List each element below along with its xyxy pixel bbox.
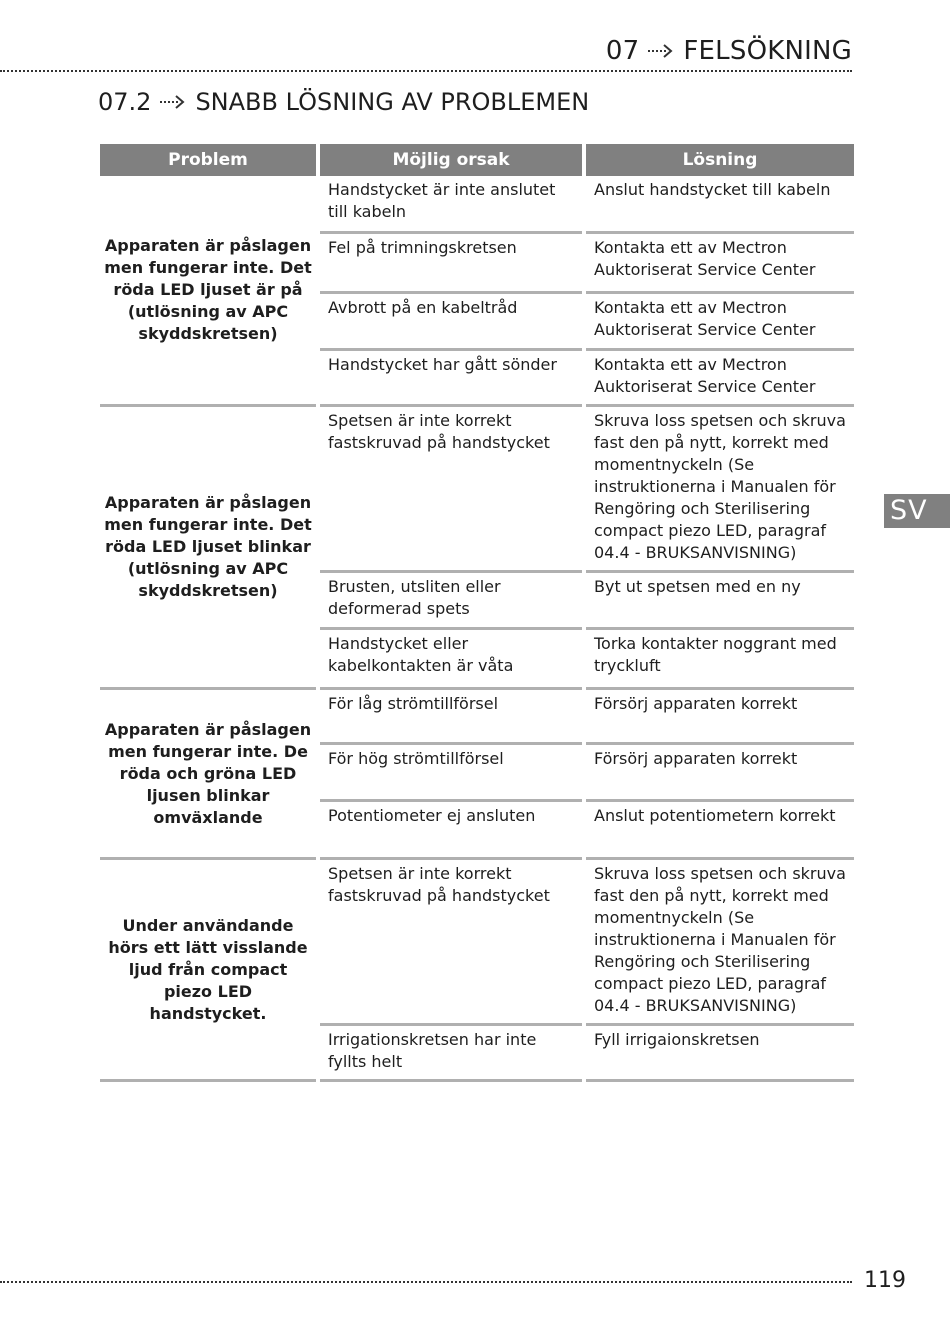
cause-cell: För låg strömtillförsel <box>320 690 582 745</box>
cause-cell: Handstycket är inte anslutet till kabeln <box>320 176 582 234</box>
cause-cell: Potentiometer ej ansluten <box>320 802 582 860</box>
cause-cell: Spetsen är inte korrekt fastskruvad på handstycket <box>320 407 582 573</box>
problem-cell: Apparaten är påslagen men fungerar inte. Det röda LED ljuset är på (utlösning av APC skyddskretsen) <box>100 176 316 407</box>
chapter-number: 07 <box>605 36 640 66</box>
section-title <box>98 88 589 116</box>
chapter-header <box>606 36 852 66</box>
solution-cell: Kontakta ett av Mectron Auktoriserat Service Center <box>586 351 854 407</box>
table-header-row <box>100 144 854 176</box>
solution-cell: Torka kontakter noggrant med tryckluft <box>586 630 854 690</box>
page-number: 119 <box>864 1268 906 1293</box>
solution-cell: Kontakta ett av Mectron Auktoriserat Service Center <box>586 294 854 351</box>
table-row <box>100 690 854 745</box>
arrow-right-icon <box>159 93 187 111</box>
cause-cell: Irrigationskretsen har inte fyllts helt <box>320 1026 582 1082</box>
header-rule <box>0 70 852 72</box>
cause-cell: Avbrott på en kabeltråd <box>320 294 582 351</box>
cause-cell: Handstycket eller kabelkontakten är våta <box>320 630 582 690</box>
solution-cell: Fyll irrigaionskretsen <box>586 1026 854 1082</box>
cause-cell: Brusten, utsliten eller deformerad spets <box>320 573 582 630</box>
table-row <box>100 407 854 573</box>
solution-cell: Försörj apparaten korrekt <box>586 745 854 802</box>
section-number: 07.2 <box>98 88 152 116</box>
column-header-problem: Problem <box>100 144 316 176</box>
cause-cell: Handstycket har gått sönder <box>320 351 582 407</box>
arrow-right-icon <box>647 42 675 60</box>
language-tab: SV <box>884 494 950 528</box>
footer-rule <box>0 1281 852 1283</box>
problem-cell: Apparaten är påslagen men fungerar inte. Det röda LED ljuset blinkar (utlösning av APC skyddskretsen) <box>100 407 316 690</box>
chapter-title: FELSÖKNING <box>683 36 852 66</box>
cause-cell: För hög strömtillförsel <box>320 745 582 802</box>
column-header-cause: Möjlig orsak <box>320 144 582 176</box>
problem-cell: Apparaten är påslagen men fungerar inte. De röda och gröna LED ljusen blinkar omväxlande <box>100 690 316 860</box>
section-heading: SNABB LÖSNING AV PROBLEMEN <box>195 88 590 116</box>
solution-cell: Skruva loss spetsen och skruva fast den på nytt, korrekt med momentnyckeln (Se instruktionerna i Manualen för Rengöring och Sterilisering compact piezo LED, paragraf 04.4 - BRUKSANVISNING) <box>586 407 854 573</box>
troubleshooting-table <box>96 144 858 1082</box>
solution-cell: Kontakta ett av Mectron Auktoriserat Service Center <box>586 234 854 294</box>
solution-cell: Försörj apparaten korrekt <box>586 690 854 745</box>
problem-cell: Under användande hörs ett lätt visslande ljud från compact piezo LED handstycket. <box>100 860 316 1082</box>
solution-cell: Anslut potentiometern korrekt <box>586 802 854 860</box>
table-row <box>100 176 854 234</box>
table-row <box>100 860 854 1026</box>
column-header-solution: Lösning <box>586 144 854 176</box>
solution-cell: Anslut handstycket till kabeln <box>586 176 854 234</box>
solution-cell: Skruva loss spetsen och skruva fast den på nytt, korrekt med momentnyckeln (Se instruktionerna i Manualen för Rengöring och Sterilisering compact piezo LED, paragraf 04.4 - BRUKSANVISNING) <box>586 860 854 1026</box>
cause-cell: Spetsen är inte korrekt fastskruvad på handstycket <box>320 860 582 1026</box>
cause-cell: Fel på trimningskretsen <box>320 234 582 294</box>
solution-cell: Byt ut spetsen med en ny <box>586 573 854 630</box>
